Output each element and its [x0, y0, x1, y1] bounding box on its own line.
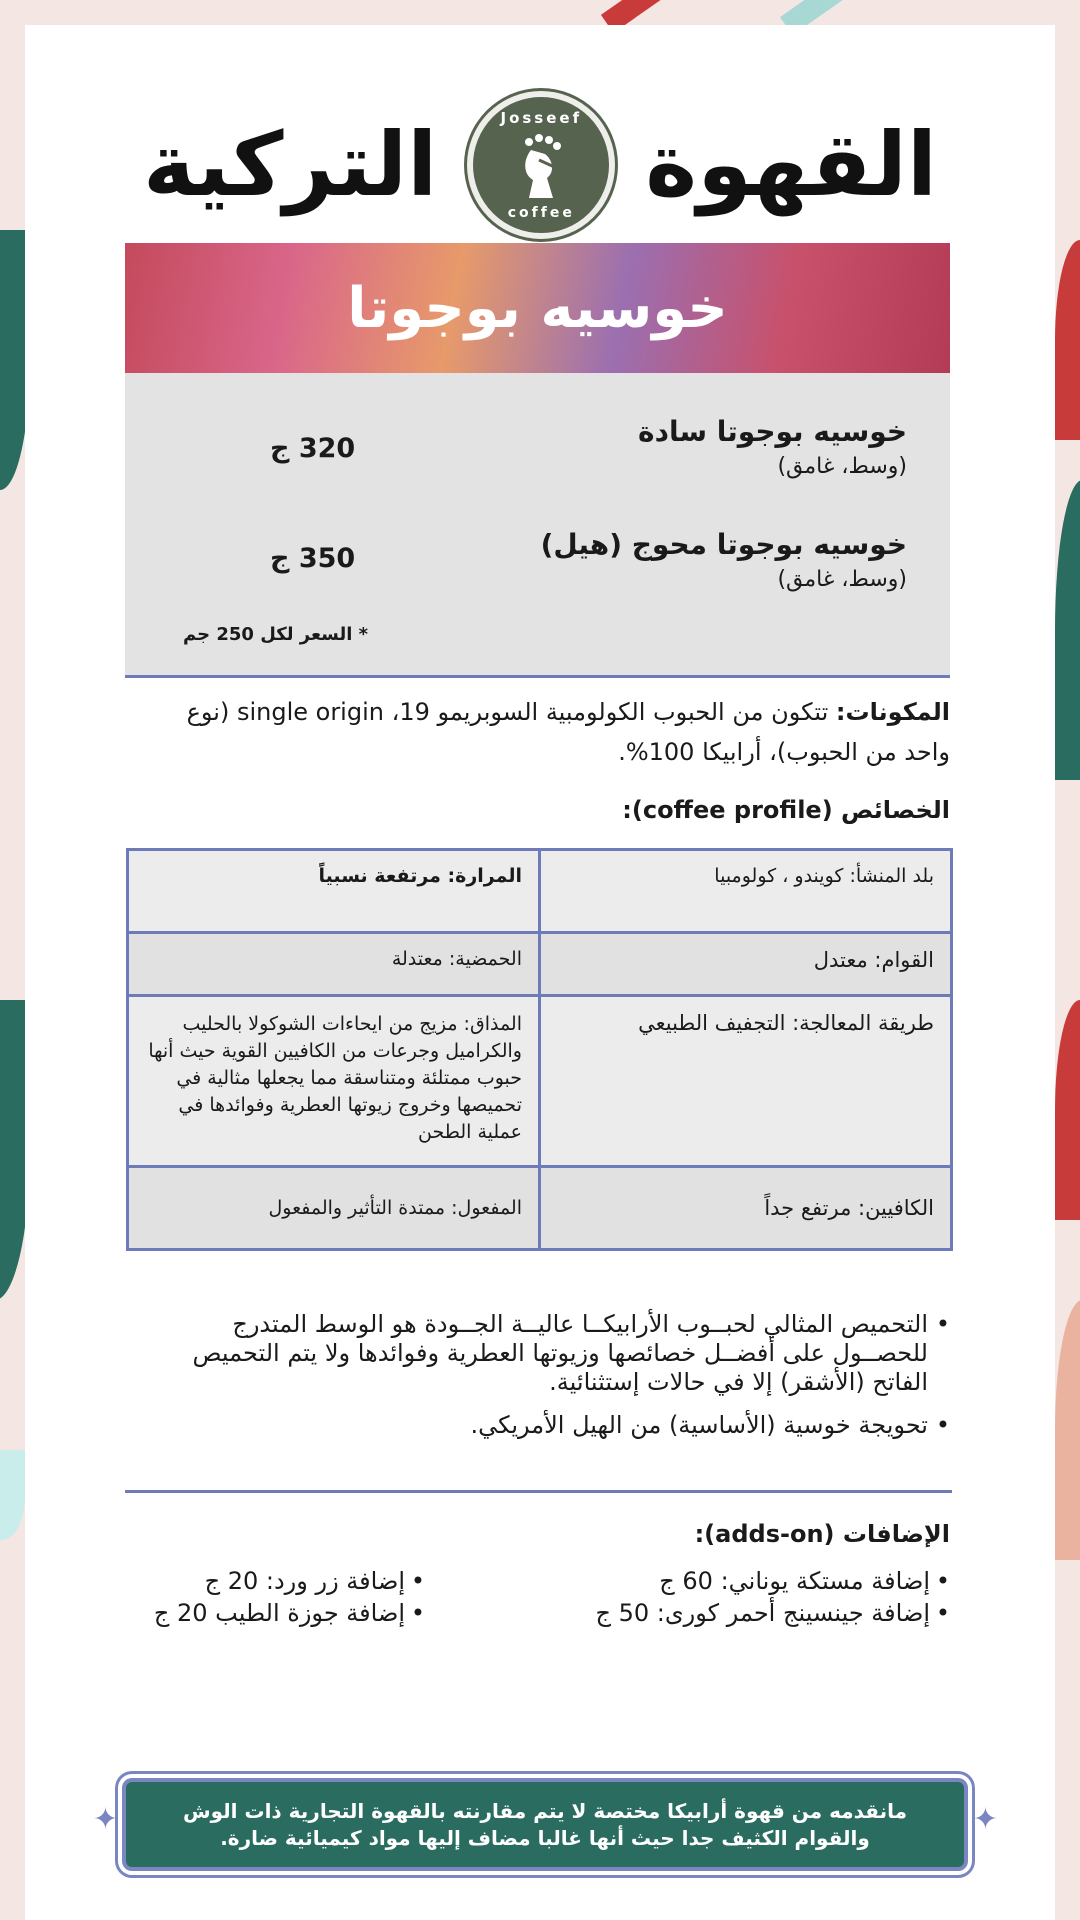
table-cell: الكافيين: مرتفع جداً	[540, 1167, 952, 1250]
ingredients-text: تتكون من الحبوب الكولومبية السوبريمو 19، single origin (نوع واحد من الحبوب)، أرابيكا 100%.	[186, 698, 950, 766]
item-name: خوسيه بوجوتا سادة	[638, 415, 907, 448]
price-item	[407, 528, 907, 592]
addons-heading: الإضافات (adds-on):	[694, 1520, 950, 1548]
list-item: • إضافة زر ورد: 20 ج	[154, 1565, 425, 1597]
table-cell: المذاق: مزيج من ايحاءات الشوكولا بالحليب والكراميل وجرعات من الكافيين القوية حيث أنها حبوب ممتلئة ومتناسقة مما يجعلها مثالية في تحميصها وخروج زيوتها العطرية وفوائدها في عملية الطحن	[128, 996, 540, 1167]
section-divider	[125, 1490, 952, 1493]
page-title	[0, 95, 1080, 235]
table-cell: المفعول: ممتدة التأثير والمفعول	[128, 1167, 540, 1250]
notes-list	[130, 1310, 950, 1454]
item-roast: (وسط، غامق)	[777, 454, 907, 479]
footer-ornament-icon: ✦	[92, 1802, 118, 1837]
title-word-left: التركية	[142, 113, 438, 216]
profile-heading: الخصائص (coffee profile):	[622, 796, 950, 824]
item-name: خوسيه بوجوتا محوج (هيل)	[540, 528, 907, 561]
table-cell: طريقة المعالجة: التجفيف الطبيعي	[540, 996, 952, 1167]
table-cell: القوام: معتدل	[540, 933, 952, 996]
coffee-profile-table	[126, 848, 953, 1251]
title-word-right: القهوة	[645, 113, 938, 216]
footer-ornament-icon: ✦	[972, 1802, 998, 1837]
ingredients-paragraph	[160, 692, 950, 772]
item-price: 350 ج	[270, 543, 356, 574]
price-item	[407, 415, 907, 479]
item-roast: (وسط، غامق)	[777, 567, 907, 592]
list-item: • تحويجة خوسية (الأساسية) من الهيل الأمريكي.	[130, 1411, 950, 1440]
addons-list-right	[596, 1565, 951, 1629]
addons-list-left	[154, 1565, 425, 1629]
brand-logo	[467, 91, 615, 239]
list-item: • إضافة مستكة يوناني: 60 ج	[596, 1565, 951, 1597]
price-note: * السعر لكل 250 جم	[183, 624, 369, 645]
item-price: 320 ج	[270, 433, 356, 464]
logo-top-text: Josseef	[500, 109, 583, 127]
table-cell: المرارة: مرتفعة نسبياً	[128, 850, 540, 933]
ingredients-label: المكونات:	[835, 698, 950, 726]
table-row	[128, 1167, 952, 1250]
table-row	[128, 996, 952, 1167]
product-title: خوسيه بوجوتا	[347, 275, 728, 341]
table-cell: بلد المنشأ: كويندو ، كولومبيا	[540, 850, 952, 933]
logo-bottom-text: coffee	[507, 205, 575, 221]
footer-line: والقوام الكثيف جدا حيث أنها غالبا مضاف إليها مواد كيميائية ضارة.	[220, 1825, 870, 1850]
footer-line: مانقدمه من قهوة أرابيكا مختصة لا يتم مقارنته بالقهوة التجارية ذات الوش	[183, 1798, 907, 1823]
list-item: • إضافة جوزة الطيب 20 ج	[154, 1597, 425, 1629]
list-item: • التحميص المثالي لحبــوب الأرابيكــا عاليــة الجــودة هو الوسط المتدرج للحصــول على أفضــل خصائصها وزيوتها العطرية وفوائدها ولا يتم التحميص الفاتح (الأشقر) إلا في حالات إستثنائية.	[130, 1310, 950, 1397]
logo-figure-icon	[509, 130, 573, 200]
table-cell: الحمضية: معتدلة	[128, 933, 540, 996]
table-row	[128, 933, 952, 996]
footer-notice	[122, 1778, 968, 1871]
product-banner	[125, 243, 950, 373]
table-row	[128, 850, 952, 933]
list-item: • إضافة جينسينج أحمر كورى: 50 ج	[596, 1597, 951, 1629]
price-list	[125, 373, 950, 678]
